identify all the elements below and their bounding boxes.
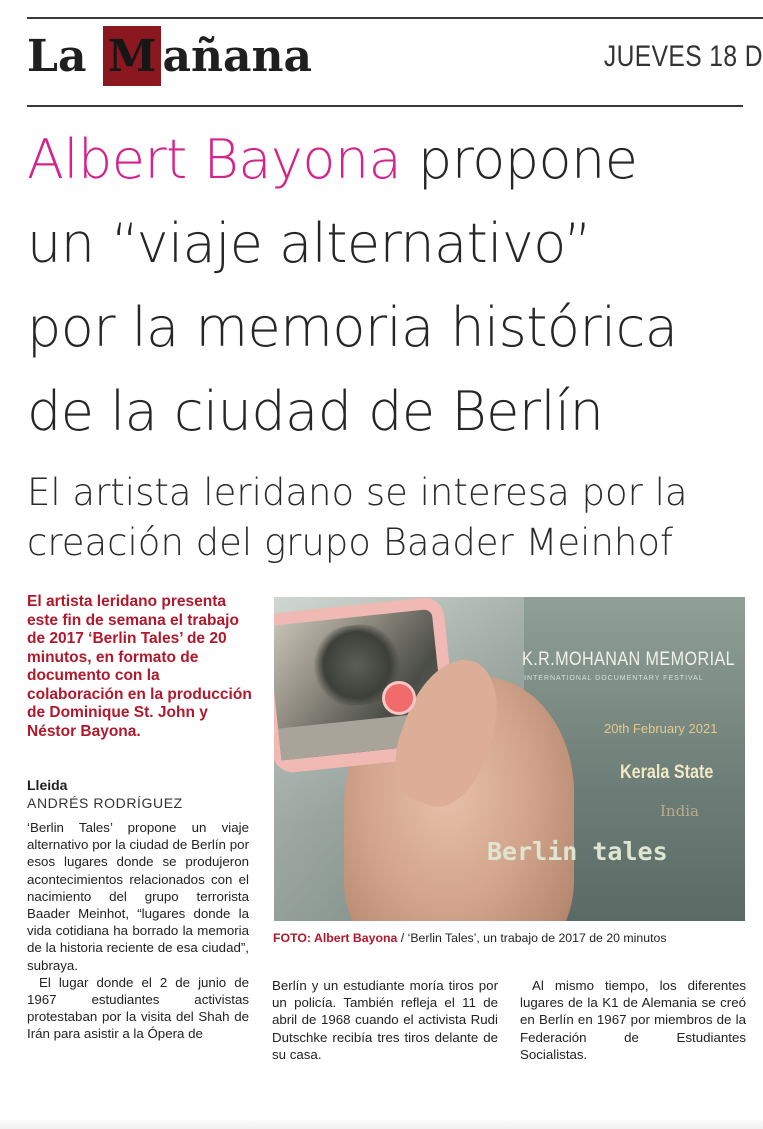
headline <box>27 118 757 454</box>
photo-memorial-text: K.R.MOHANAN MEMORIAL <box>522 649 736 670</box>
subheadline <box>27 468 757 568</box>
photo-date-text: 20th February 2021 <box>604 721 718 736</box>
body-column-1 <box>27 819 249 1043</box>
lead-paragraph: El artista leridano presenta este fin de semana el trabajo de 2017 ‘Berlin Tales’ de 20 minutos, en formato de documento con la colaboración en la producción de Dominique St. John y Néstor Bayona. <box>27 593 252 740</box>
headline-line-4: de la ciudad de Berlín <box>27 380 604 443</box>
logo-text-pre: La <box>27 31 102 82</box>
dateline: JUEVES 18 D <box>603 40 763 73</box>
photo-country-text: India <box>660 802 699 820</box>
photo-film-title: Berlin tales <box>487 837 668 866</box>
body-column-3 <box>520 977 746 1063</box>
article-photo <box>274 597 745 921</box>
subheadline-line-2: creación del grupo Baader Meinhof <box>27 521 674 564</box>
headline-line-1 <box>27 118 757 202</box>
photo-festival-text: INTERNATIONAL DOCUMENTARY FESTIVAL <box>524 675 704 682</box>
record-dot-icon <box>382 681 416 715</box>
body-column-2 <box>272 977 498 1063</box>
headline-artist-name: Albert Bayona <box>27 128 402 191</box>
masthead-bottom-rule <box>27 105 743 107</box>
logo-text-post: añana <box>162 31 312 82</box>
photo-caption <box>273 931 666 945</box>
logo-boxed-letter: M <box>103 26 162 86</box>
body-paragraph: Berlín y un estudiante moría tiros por un policía. También refleja el 11 de abril de 1968 cuando el activista Rudi Dutschke recibía tres tiros delante de su casa. <box>272 978 498 1062</box>
subheadline-line-1: El artista leridano se interesa por la <box>27 471 688 514</box>
photo-caption-text: / ‘Berlin Tales’, un trabajo de 2017 de 20 minutos <box>397 931 667 945</box>
byline-location: Lleida <box>27 777 68 793</box>
newspaper-logo <box>27 26 312 86</box>
body-paragraph: El lugar donde el 2 de junio de 1967 estudiantes activistas protestaban por la visita del Shah de Irán para asistir a la Ópera de <box>27 974 249 1042</box>
photo-credit: FOTO: Albert Bayona <box>273 931 398 945</box>
page-bottom-edge <box>0 1118 763 1129</box>
headline-line-2: un “viaje alternativo” <box>27 212 592 275</box>
photo-state-text: Kerala State <box>620 762 714 783</box>
headline-line-1-rest: propone <box>401 128 638 191</box>
masthead-top-rule <box>27 17 763 19</box>
byline-author: ANDRÉS RODRÍGUEZ <box>27 795 183 811</box>
body-paragraph: ‘Berlin Tales’ propone un viaje alternativo por la ciudad de Berlín por esos lugares donde se produjeron acontecimientos relacionados con el nacimiento del grupo terrorista Baader Meinhot, “lugares donde la vida cotidiana ha borrado la memoria de la historia reciente de esa ciudad”, subraya. <box>27 820 249 973</box>
body-paragraph: Al mismo tiempo, los diferentes lugares de la K1 de Alemania se creó en Berlín en 1967 por miembros de la Federación de Estudiantes Socialistas. <box>520 978 746 1062</box>
headline-line-3: por la memoria histórica <box>27 296 678 359</box>
